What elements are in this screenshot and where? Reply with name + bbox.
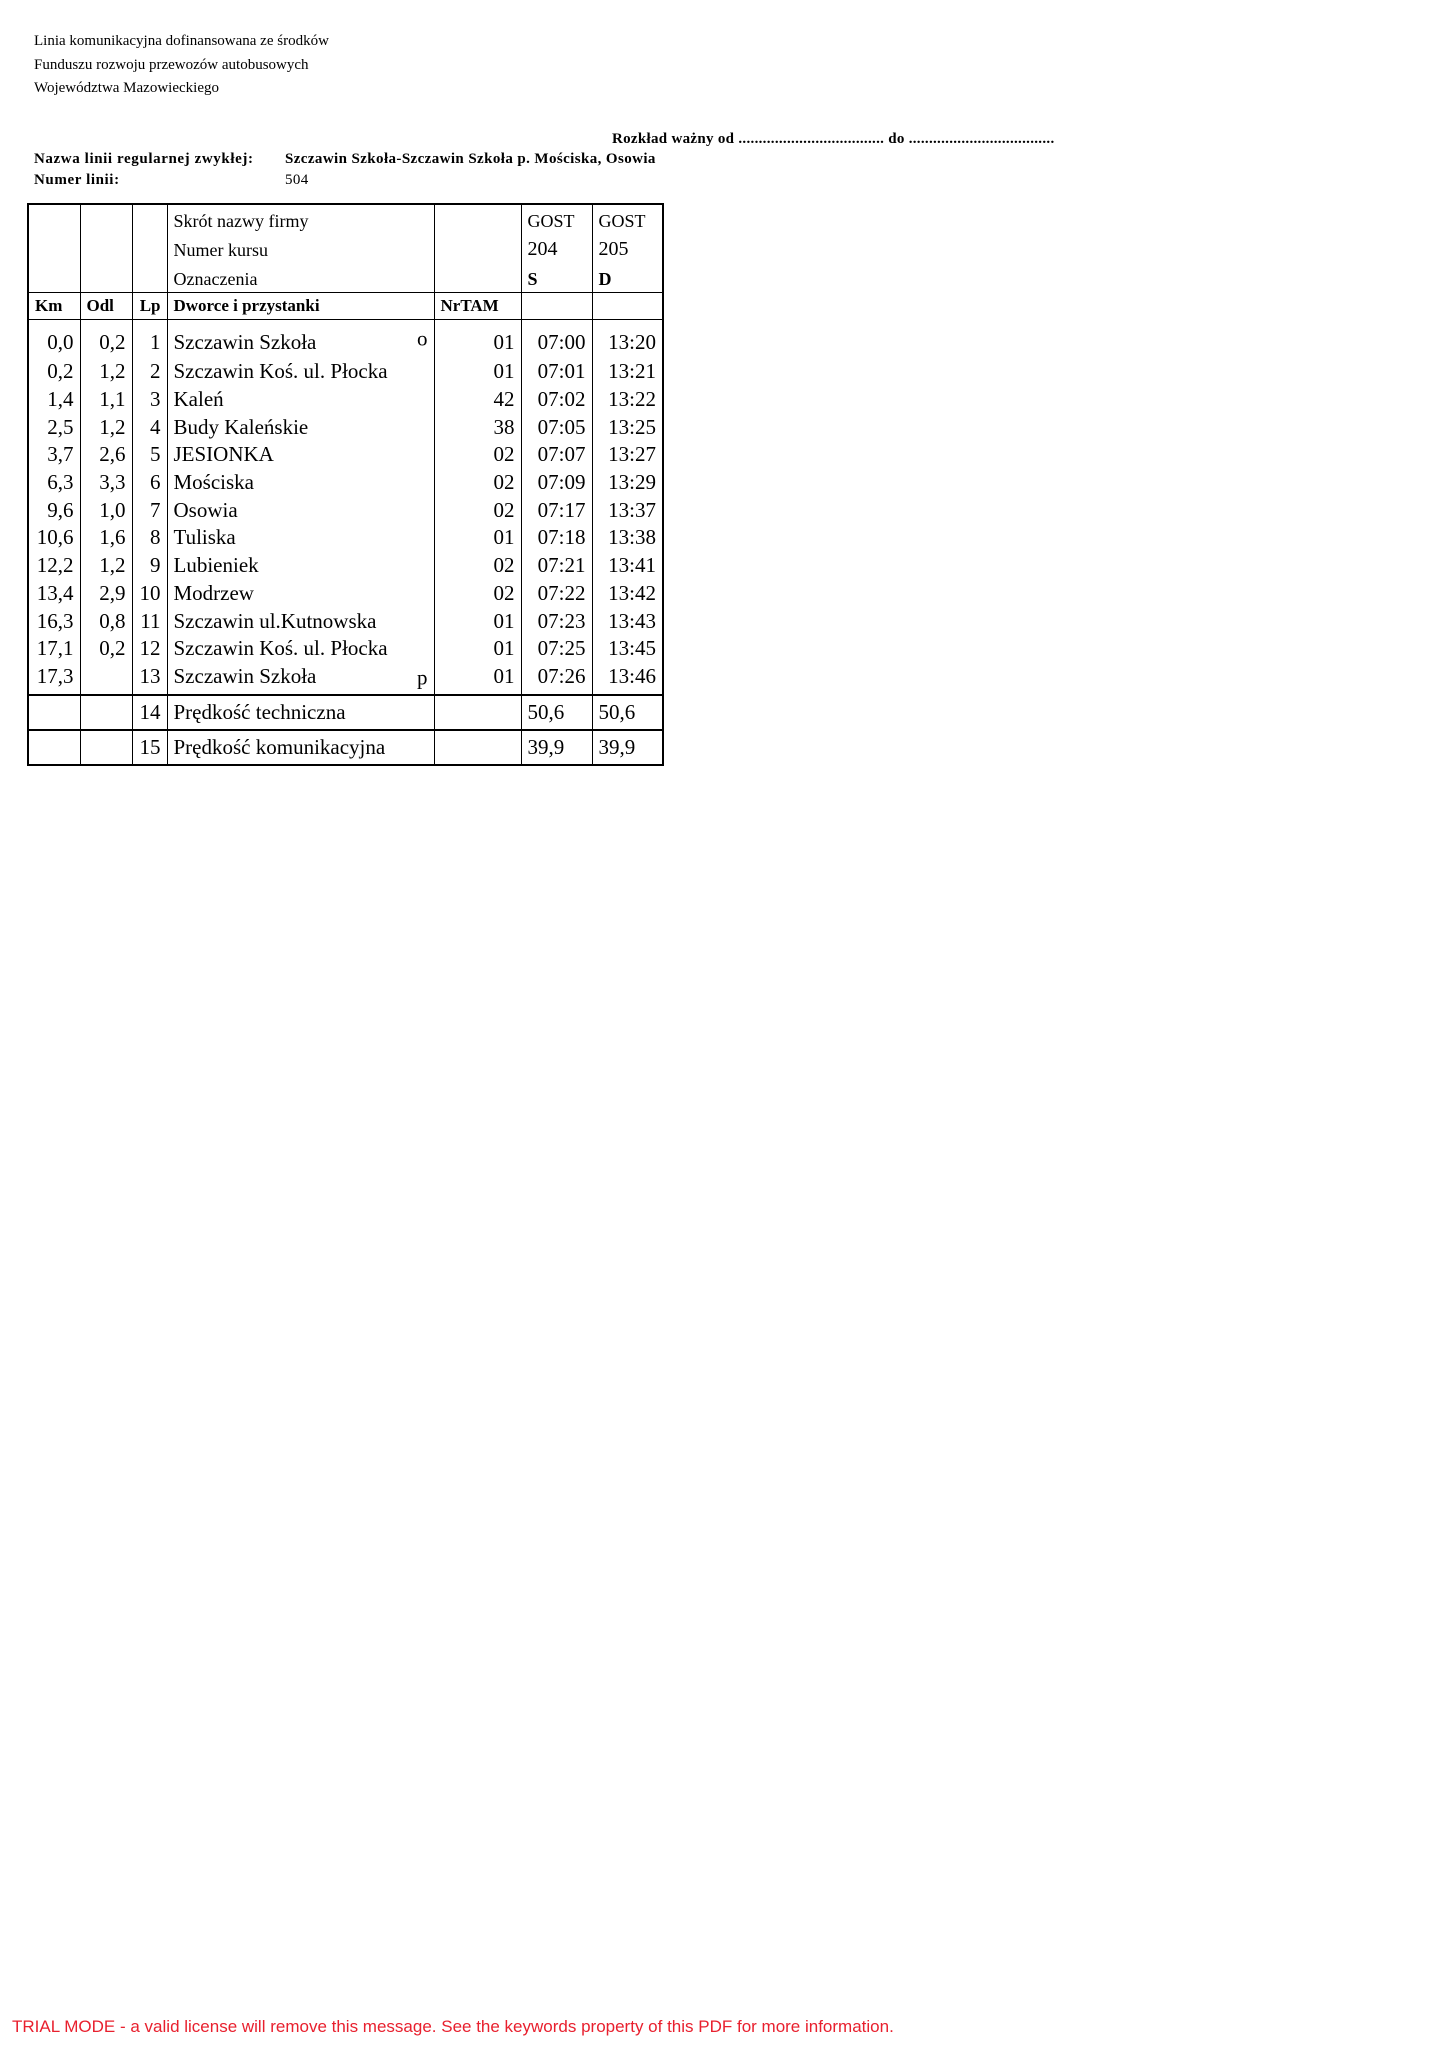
stop-time-course-1: 07:00 <box>521 320 592 359</box>
header-cell-empty <box>434 234 521 263</box>
speed-empty <box>80 695 132 730</box>
speed-value-course-2: 39,9 <box>592 730 663 765</box>
stop-lp: 4 <box>132 413 167 441</box>
funding-note <box>34 30 329 101</box>
stop-km: 17,3 <box>28 663 80 696</box>
stop-time-course-1: 07:26 <box>521 663 592 696</box>
stop-nrtam: 02 <box>434 469 521 497</box>
line-name-label: Nazwa linii regularnej zwykłej: <box>34 151 254 167</box>
stop-nrtam: 42 <box>434 386 521 414</box>
speed-row <box>28 730 663 765</box>
timetable <box>27 203 664 766</box>
stop-time-course-2: 13:21 <box>592 358 663 386</box>
stop-time-course-1: 07:01 <box>521 358 592 386</box>
stop-name <box>167 580 434 608</box>
stop-row <box>28 580 663 608</box>
col-header-empty <box>592 293 663 320</box>
stop-row <box>28 441 663 469</box>
stop-row <box>28 469 663 497</box>
stop-odl: 1,6 <box>80 524 132 552</box>
stop-time-course-1: 07:18 <box>521 524 592 552</box>
col-header-nrtam: NrTAM <box>434 293 521 320</box>
stop-nrtam: 01 <box>434 663 521 696</box>
stop-time-course-1: 07:02 <box>521 386 592 414</box>
validity-period: Rozkład ważny od .................................... do .................................... <box>612 131 1055 147</box>
stop-km: 9,6 <box>28 496 80 524</box>
stop-time-course-2: 13:29 <box>592 469 663 497</box>
stop-lp: 12 <box>132 635 167 663</box>
stop-lp: 9 <box>132 552 167 580</box>
stop-row <box>28 524 663 552</box>
stop-name-text: Modrzew <box>173 580 254 605</box>
stop-name-text: Lubieniek <box>173 553 259 578</box>
stop-name <box>167 635 434 663</box>
stop-time-course-2: 13:43 <box>592 607 663 635</box>
stop-lp: 8 <box>132 524 167 552</box>
stop-odl: 3,3 <box>80 469 132 497</box>
stop-lp: 11 <box>132 607 167 635</box>
stop-time-course-2: 13:38 <box>592 524 663 552</box>
speed-row <box>28 695 663 730</box>
course-mark-1: S <box>521 263 592 293</box>
col-header-km: Km <box>28 293 80 320</box>
stop-name-text: Budy Kaleńskie <box>173 414 309 439</box>
stop-name-text: Szczawin Koś. ul. Płocka <box>173 636 388 661</box>
stop-name-text: Szczawin Koś. ul. Płocka <box>173 359 388 384</box>
header-cell-empty <box>132 263 167 293</box>
stop-time-course-1: 07:05 <box>521 413 592 441</box>
header-cell-empty <box>28 263 80 293</box>
stop-km: 6,3 <box>28 469 80 497</box>
stop-odl: 0,8 <box>80 607 132 635</box>
stop-time-course-1: 07:25 <box>521 635 592 663</box>
stop-time-course-1: 07:22 <box>521 580 592 608</box>
stop-nrtam: 01 <box>434 607 521 635</box>
stop-row <box>28 663 663 696</box>
stop-name-text: JESIONKA <box>173 442 274 467</box>
speed-label: Prędkość techniczna <box>167 695 434 730</box>
stop-odl: 1,0 <box>80 496 132 524</box>
stop-time-course-2: 13:37 <box>592 496 663 524</box>
stop-lp: 10 <box>132 580 167 608</box>
trial-mode-notice: TRIAL MODE - a valid license will remove this message. See the keywords property of this PDF for more information. <box>12 2017 894 2036</box>
stop-odl: 1,2 <box>80 413 132 441</box>
stop-name <box>167 441 434 469</box>
stop-nrtam: 02 <box>434 552 521 580</box>
header-cell-empty <box>28 234 80 263</box>
header-cell-empty <box>434 263 521 293</box>
stop-nrtam: 01 <box>434 635 521 663</box>
stop-time-course-2: 13:22 <box>592 386 663 414</box>
stop-km: 1,4 <box>28 386 80 414</box>
stop-nrtam: 01 <box>434 320 521 359</box>
speed-lp: 15 <box>132 730 167 765</box>
stop-odl: 0,2 <box>80 320 132 359</box>
header-cell-empty <box>132 234 167 263</box>
col-header-empty <box>521 293 592 320</box>
speed-empty <box>434 730 521 765</box>
stop-row <box>28 552 663 580</box>
header-cell-empty <box>434 204 521 234</box>
stop-km: 16,3 <box>28 607 80 635</box>
stop-row <box>28 635 663 663</box>
stop-km: 10,6 <box>28 524 80 552</box>
line-number-value: 504 <box>285 172 309 188</box>
stop-km: 17,1 <box>28 635 80 663</box>
stop-odl <box>80 663 132 696</box>
stop-odl: 0,2 <box>80 635 132 663</box>
course-number-1: 204 <box>521 234 592 263</box>
header-cell-empty <box>80 263 132 293</box>
stop-lp: 1 <box>132 320 167 359</box>
stop-row <box>28 496 663 524</box>
stop-name <box>167 496 434 524</box>
header-cell-empty <box>80 204 132 234</box>
stop-nrtam: 01 <box>434 358 521 386</box>
stop-rows <box>28 320 663 696</box>
stop-name <box>167 552 434 580</box>
stop-time-course-2: 13:41 <box>592 552 663 580</box>
stop-nrtam: 02 <box>434 580 521 608</box>
stop-name-text: Szczawin ul.Kutnowska <box>173 608 377 633</box>
stop-flag: p <box>417 665 428 690</box>
stop-row <box>28 413 663 441</box>
stop-time-course-1: 07:17 <box>521 496 592 524</box>
stop-nrtam: 38 <box>434 413 521 441</box>
header-cell-empty <box>28 204 80 234</box>
stop-name-text: Osowia <box>173 497 238 522</box>
stop-time-course-2: 13:20 <box>592 320 663 359</box>
stop-lp: 7 <box>132 496 167 524</box>
stop-lp: 13 <box>132 663 167 696</box>
stop-time-course-2: 13:42 <box>592 580 663 608</box>
stop-row <box>28 320 663 359</box>
funding-note-line: Linia komunikacyjna dofinansowana ze środków <box>34 33 329 49</box>
stop-name <box>167 607 434 635</box>
stop-name-text: Mościska <box>173 470 254 495</box>
stop-name <box>167 663 434 696</box>
stop-time-course-1: 07:21 <box>521 552 592 580</box>
speed-label: Prędkość komunikacyjna <box>167 730 434 765</box>
stop-nrtam: 02 <box>434 441 521 469</box>
header-row-company <box>28 204 663 234</box>
company-course-1: GOST <box>521 204 592 234</box>
stop-km: 0,2 <box>28 358 80 386</box>
stop-time-course-2: 13:27 <box>592 441 663 469</box>
line-number-label: Numer linii: <box>34 172 120 188</box>
speed-empty <box>28 730 80 765</box>
stop-name-text: Tuliska <box>173 525 236 550</box>
column-header-row <box>28 293 663 320</box>
stop-name <box>167 469 434 497</box>
speed-value-course-2: 50,6 <box>592 695 663 730</box>
col-header-stops: Dworce i przystanki <box>167 293 434 320</box>
col-header-odl: Odl <box>80 293 132 320</box>
stop-time-course-1: 07:23 <box>521 607 592 635</box>
stop-lp: 3 <box>132 386 167 414</box>
speed-empty <box>28 695 80 730</box>
stop-nrtam: 01 <box>434 524 521 552</box>
stop-row <box>28 386 663 414</box>
stop-km: 3,7 <box>28 441 80 469</box>
stop-km: 12,2 <box>28 552 80 580</box>
company-label: Skrót nazwy firmy <box>167 204 434 234</box>
marks-label: Oznaczenia <box>167 263 434 293</box>
stop-time-course-1: 07:07 <box>521 441 592 469</box>
stop-km: 0,0 <box>28 320 80 359</box>
funding-note-line: Województwa Mazowieckiego <box>34 80 219 96</box>
speed-lp: 14 <box>132 695 167 730</box>
funding-note-line: Funduszu rozwoju przewozów autobusowych <box>34 56 309 73</box>
speed-rows <box>28 695 663 765</box>
stop-km: 2,5 <box>28 413 80 441</box>
stop-time-course-1: 07:09 <box>521 469 592 497</box>
stop-name <box>167 524 434 552</box>
stop-odl: 2,9 <box>80 580 132 608</box>
course-label: Numer kursu <box>167 234 434 263</box>
stop-name-text: Kaleń <box>173 387 224 412</box>
line-name-value: Szczawin Szkoła-Szczawin Szkoła p. Mościska, Osowia <box>285 151 656 167</box>
stop-row <box>28 607 663 635</box>
stop-flag: o <box>417 326 428 351</box>
header-row-marks <box>28 263 663 293</box>
stop-name <box>167 358 434 386</box>
col-header-lp: Lp <box>132 293 167 320</box>
stop-name-text: Szczawin Szkoła <box>173 329 317 354</box>
stop-lp: 5 <box>132 441 167 469</box>
stop-lp: 2 <box>132 358 167 386</box>
stop-row <box>28 358 663 386</box>
stop-lp: 6 <box>132 469 167 497</box>
stop-time-course-2: 13:45 <box>592 635 663 663</box>
speed-value-course-1: 50,6 <box>521 695 592 730</box>
stop-nrtam: 02 <box>434 496 521 524</box>
speed-empty <box>80 730 132 765</box>
stop-odl: 1,2 <box>80 358 132 386</box>
stop-odl: 1,1 <box>80 386 132 414</box>
header-row-course <box>28 234 663 263</box>
stop-time-course-2: 13:25 <box>592 413 663 441</box>
header-cell-empty <box>132 204 167 234</box>
stop-km: 13,4 <box>28 580 80 608</box>
header-cell-empty <box>80 234 132 263</box>
course-mark-2: D <box>592 263 663 293</box>
stop-name <box>167 386 434 414</box>
stop-name <box>167 413 434 441</box>
course-number-2: 205 <box>592 234 663 263</box>
stop-odl: 1,2 <box>80 552 132 580</box>
company-course-2: GOST <box>592 204 663 234</box>
stop-time-course-2: 13:46 <box>592 663 663 696</box>
speed-empty <box>434 695 521 730</box>
stop-odl: 2,6 <box>80 441 132 469</box>
speed-value-course-1: 39,9 <box>521 730 592 765</box>
stop-name <box>167 320 434 359</box>
stop-name-text: Szczawin Szkoła <box>173 663 317 688</box>
